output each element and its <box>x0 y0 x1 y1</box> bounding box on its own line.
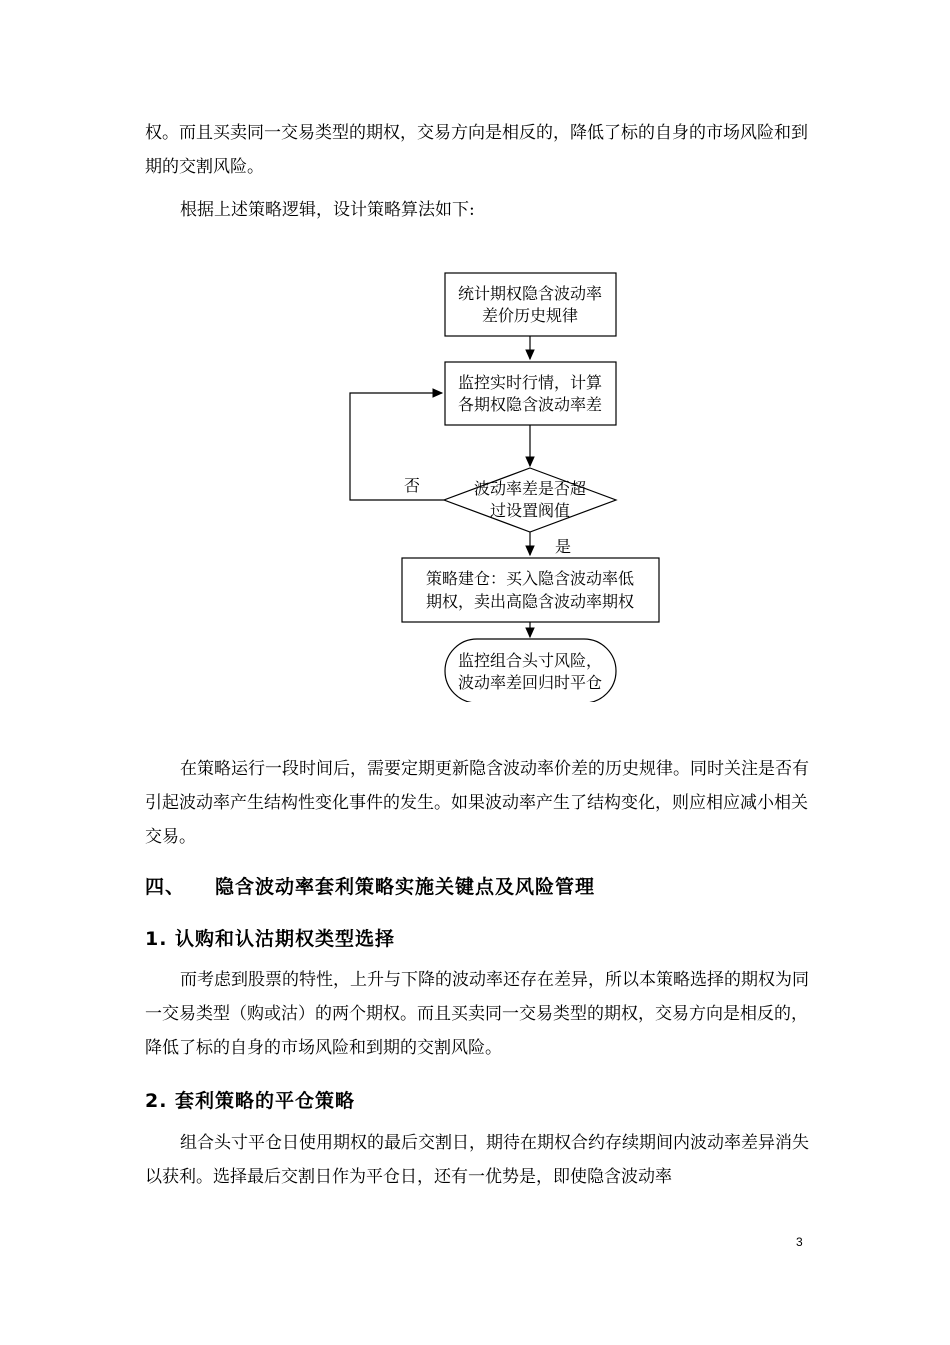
intro-paragraph: 权。而且买卖同一交易类型的期权，交易方向是相反的，降低了标的自身的市场风险和到期的交割风险。 <box>145 123 808 177</box>
after-flowchart-paragraph: 在策略运行一段时间后，需要定期更新隐含波动率价差的历史规律。同时关注是否有引起波动率产生结构性变化事件的发生。如果波动率产生了结构变化，则应相应减小相关交易。 <box>145 759 809 847</box>
algorithm-intro-paragraph: 根据上述策略逻辑，设计策略算法如下: <box>180 200 475 220</box>
page-number: 3 <box>796 1235 803 1249</box>
chapter-number: 四、 <box>145 876 186 898</box>
flow-yes-label: 是 <box>555 537 572 556</box>
chapter-title: 隐含波动率套利策略实施关键点及风险管理 <box>215 876 596 898</box>
flow-step-monitor <box>445 362 616 425</box>
flow-decision-line2: 过设置阀值 <box>489 501 571 520</box>
flow-decision-line1: 波动率差是否超 <box>473 479 587 498</box>
section1-paragraph: 而考虑到股票的特性，上升与下降的波动率还存在差异，所以本策略选择的期权为同一交易类型（购或沽）的两个期权。而且买卖同一交易类型的期权，交易方向是相反的，降低了标的自身的市场风险和到期的交割风险。 <box>145 970 809 1058</box>
flow-end-terminal <box>445 639 616 702</box>
flow-loop-back-arrow <box>350 393 444 500</box>
flow-step-open-position-line1: 策略建仓：买入隐含波动率低 <box>425 569 635 588</box>
section2-heading: 2. 套利策略的平仓策略 <box>145 1090 356 1112</box>
flow-step-monitor-line2: 各期权隐含波动率差 <box>457 395 603 414</box>
chapter-heading <box>145 872 595 899</box>
flow-step-open-position-line2: 期权，卖出高隐含波动率期权 <box>425 592 635 611</box>
flow-step-open-position <box>402 558 659 622</box>
strategy-flowchart <box>0 262 950 702</box>
flow-end-line1: 监控组合头寸风险， <box>457 651 603 670</box>
flow-step-statistics <box>445 273 616 336</box>
flow-step-statistics-line2: 差价历史规律 <box>481 306 579 325</box>
section2-paragraph: 组合头寸平仓日使用期权的最后交割日，期待在期权合约存续期间内波动率差异消失以获利。选择最后交割日作为平仓日，还有一优势是，即使隐含波动率 <box>145 1133 809 1187</box>
section1-heading: 1. 认购和认沽期权类型选择 <box>145 928 396 950</box>
flow-step-statistics-line1: 统计期权隐含波动率 <box>457 284 603 303</box>
flow-step-monitor-line1: 监控实时行情，计算 <box>457 373 603 392</box>
flow-end-line2: 波动率差回归时平仓 <box>457 673 603 692</box>
flow-no-label: 否 <box>404 476 421 495</box>
flow-decision-threshold <box>444 468 616 532</box>
